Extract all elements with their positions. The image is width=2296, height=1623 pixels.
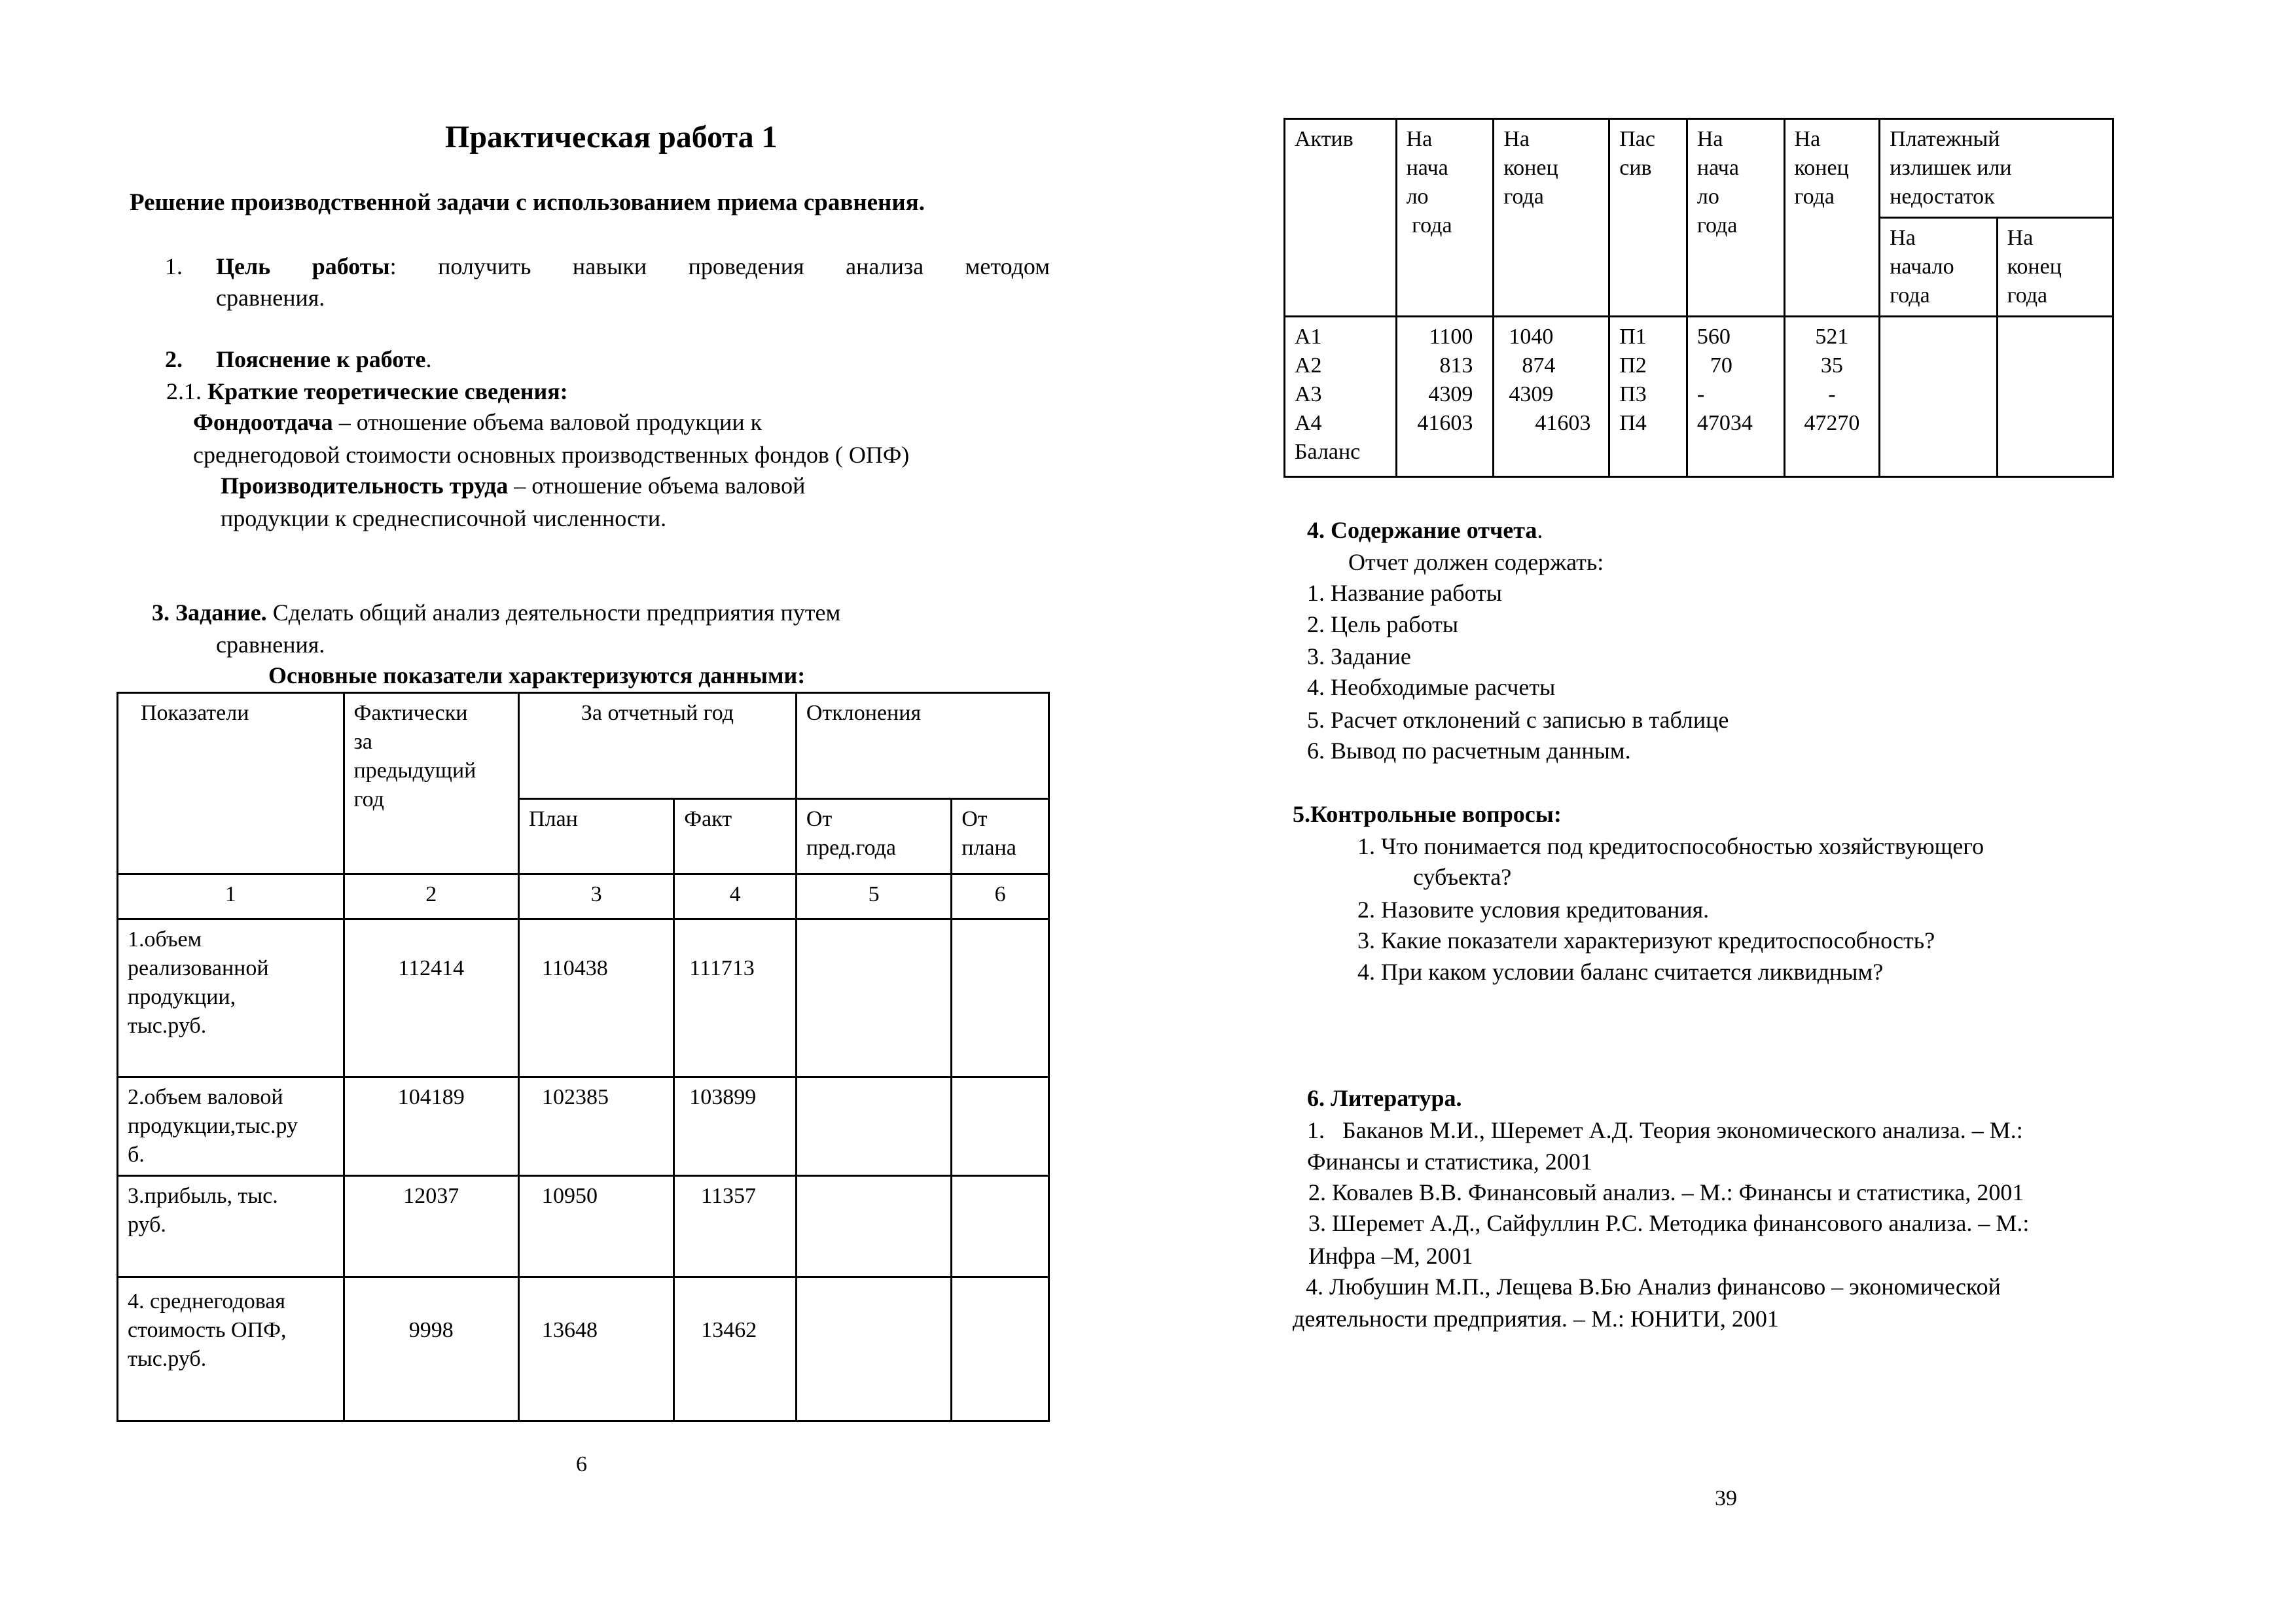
- question-item: 1. Что понимается под кредитоспособностью хозяйствующего: [1357, 833, 1984, 859]
- report-item: 3. Задание: [1307, 643, 1411, 669]
- row-name-line: б.: [128, 1143, 145, 1167]
- report-item: 5. Расчет отклонений с записью в таблице: [1307, 707, 1729, 733]
- row-name: [118, 1176, 344, 1277]
- header-text: плана: [961, 836, 1016, 860]
- surplus-end-cell[interactable]: [1997, 317, 2113, 477]
- value: 813: [1439, 353, 1473, 378]
- header-text: конец: [1503, 156, 1558, 180]
- dev-plan-cell[interactable]: [952, 1277, 1049, 1421]
- col-number: 3: [519, 874, 674, 919]
- header-l-start: [1687, 119, 1784, 317]
- col-number: 1: [118, 874, 344, 919]
- header-text: года: [1503, 185, 1544, 209]
- table-row: [118, 1077, 1049, 1176]
- value: 41603: [1417, 411, 1473, 435]
- liability-label: П4: [1619, 411, 1647, 435]
- report-intro: Отчет должен содержать:: [1348, 549, 1604, 575]
- value: 47270: [1804, 411, 1860, 435]
- prev-value: 104189: [344, 1077, 519, 1176]
- fondo-text: – отношение объема валовой продукции к: [332, 409, 762, 435]
- report-item: 2. Цель работы: [1307, 611, 1459, 637]
- value: 874: [1522, 353, 1556, 378]
- surplus-start-cell[interactable]: [1880, 317, 1997, 477]
- row-name-line: стоимость ОПФ,: [128, 1318, 287, 1342]
- l-end-cell: [1784, 317, 1880, 477]
- balance-data-row: [1285, 317, 2113, 477]
- header-text: Фактически: [353, 701, 468, 725]
- header-text: На: [1890, 226, 1916, 250]
- asset-label: А4: [1295, 411, 1322, 435]
- prev-value: 12037: [344, 1176, 519, 1277]
- literature-line: 4. Любушин М.П., Лещева В.Бю Анализ финансово – экономической: [1306, 1274, 2001, 1300]
- row-name-line: продукции,: [128, 985, 236, 1009]
- header-text: конец: [1794, 156, 1849, 180]
- header-indicators: Показатели: [118, 693, 344, 874]
- row-name-line: 4. среднегодовая: [128, 1289, 286, 1313]
- plan-value: 110438: [519, 919, 674, 1077]
- plan-value: 102385: [519, 1077, 674, 1176]
- report-heading-tail: .: [1537, 517, 1543, 543]
- header-text: года: [1406, 213, 1452, 238]
- dev-prev-cell[interactable]: [796, 1277, 951, 1421]
- fact-value: 11357: [674, 1176, 797, 1277]
- literature-line: деятельности предприятия. – М.: ЮНИТИ, 2001: [1293, 1306, 1779, 1332]
- fact-value: 13462: [674, 1277, 797, 1421]
- header-text: пред.года: [806, 836, 897, 860]
- task-text: Сделать общий анализ деятельности предприятия путем: [266, 599, 841, 626]
- row-name: [118, 1077, 344, 1176]
- col-number: 2: [344, 874, 519, 919]
- labor-text: – отношение объема валовой: [508, 473, 806, 499]
- page-title: Практическая работа 1: [445, 120, 778, 154]
- liability-label: П2: [1619, 353, 1647, 378]
- balance-table: [1283, 118, 2114, 478]
- dev-prev-cell[interactable]: [796, 919, 951, 1077]
- value: 41603: [1535, 411, 1591, 435]
- question-item: 3. Какие показатели характеризуют кредитоспособность?: [1357, 927, 1935, 954]
- assets-cell: [1285, 317, 1397, 477]
- header-text: ло: [1406, 185, 1429, 209]
- header-text: начало: [1890, 255, 1954, 279]
- a-end-cell: [1494, 317, 1609, 477]
- goal-text-2: сравнения.: [216, 285, 325, 311]
- header-text: От: [806, 807, 833, 831]
- page-number-right: 39: [1715, 1486, 1737, 1510]
- table-row: [118, 1176, 1049, 1277]
- header-from-plan: [952, 799, 1049, 874]
- fact-value: 103899: [674, 1077, 797, 1176]
- header-fact: Факт: [674, 799, 797, 874]
- fact-value: 111713: [674, 919, 797, 1077]
- header-text: года: [2007, 283, 2048, 308]
- literature-line: 1. Баканов М.И., Шеремет А.Д. Теория экономического анализа. – М.:: [1307, 1117, 2023, 1143]
- goal-label: Цель работы: [216, 253, 390, 279]
- header-s-end: [1997, 218, 2113, 317]
- header-text: ло: [1696, 185, 1719, 209]
- row-name-line: 3.прибыль, тыс.: [128, 1184, 278, 1208]
- header-text: излишек или: [1890, 156, 2012, 180]
- task-text-2: сравнения.: [216, 632, 325, 658]
- report-item: 4. Необходимые расчеты: [1307, 674, 1556, 700]
- col-number: 6: [952, 874, 1049, 919]
- header-text: На: [1794, 127, 1821, 151]
- header-asset: Актив: [1285, 119, 1397, 317]
- value: 70: [1710, 353, 1732, 378]
- header-text: года: [1890, 283, 1930, 308]
- row-name-line: реализованной: [128, 956, 269, 980]
- dev-prev-cell[interactable]: [796, 1077, 951, 1176]
- value: 521: [1815, 325, 1849, 349]
- asset-label: А1: [1295, 325, 1322, 349]
- table-row: [118, 1277, 1049, 1421]
- table-caption: Основные показатели характеризуются данными:: [268, 662, 806, 688]
- prev-value: 112414: [344, 919, 519, 1077]
- report-heading: [1307, 514, 1543, 546]
- literature-heading: 6. Литература.: [1307, 1085, 1462, 1111]
- plan-value: 13648: [519, 1277, 674, 1421]
- dev-prev-cell[interactable]: [796, 1176, 951, 1277]
- header-text: От: [961, 807, 988, 831]
- page-subtitle: Решение производственной задачи с использованием приема сравнения.: [130, 189, 925, 216]
- header-text: сив: [1619, 156, 1652, 180]
- value: 560: [1696, 325, 1731, 349]
- dev-plan-cell[interactable]: [952, 1077, 1049, 1176]
- row-name-line: 2.объем валовой: [128, 1085, 283, 1109]
- liability-label: П3: [1619, 382, 1647, 406]
- value: 1040: [1509, 325, 1554, 349]
- value: 4309: [1428, 382, 1473, 406]
- value: 35: [1820, 353, 1843, 378]
- table-row: [118, 919, 1049, 1077]
- a-start-cell: [1396, 317, 1494, 477]
- value: 1100: [1429, 325, 1473, 349]
- theory-label: Краткие теоретические сведения:: [207, 378, 568, 404]
- l-start-cell: [1687, 317, 1784, 477]
- row-name-line: тыс.руб.: [128, 1347, 207, 1371]
- question-item: субъекта?: [1413, 864, 1512, 890]
- question-item: 2. Назовите условия кредитования.: [1357, 897, 1710, 923]
- value: -: [1828, 382, 1836, 406]
- header-text: На: [1696, 127, 1723, 151]
- row-name-line: 1.объем: [128, 927, 202, 952]
- report-item: 6. Вывод по расчетным данным.: [1307, 738, 1631, 764]
- goal-number: 1.: [165, 253, 183, 279]
- header-a-end: [1494, 119, 1609, 317]
- header-text: года: [1794, 185, 1835, 209]
- fondo-term: Фондоотдача: [193, 409, 333, 435]
- asset-label: А3: [1295, 382, 1322, 406]
- task-label: 3. Задание.: [152, 599, 267, 626]
- header-prev-fact: [344, 693, 519, 874]
- header-text: предыдущий: [353, 758, 476, 783]
- column-numbers-row: [118, 874, 1049, 919]
- labor-line: [221, 470, 805, 501]
- literature-line: Финансы и статистика, 2001: [1307, 1149, 1592, 1175]
- header-s-start: [1880, 218, 1997, 317]
- row-name: [118, 919, 344, 1077]
- col-number: 5: [796, 874, 951, 919]
- fondo-line: [193, 406, 762, 438]
- row-name: [118, 1277, 344, 1421]
- questions-heading: 5.Контрольные вопросы:: [1293, 801, 1562, 827]
- literature-line: 2. Ковалев В.В. Финансовый анализ. – М.: Финансы и статистика, 2001: [1308, 1179, 2024, 1205]
- liability-label: П1: [1619, 325, 1647, 349]
- literature-line: Инфра –М, 2001: [1308, 1243, 1473, 1269]
- explain-tail: .: [425, 346, 432, 372]
- question-item: 4. При каком условии баланс считается ликвидным?: [1357, 959, 1884, 985]
- prev-value: 9998: [344, 1277, 519, 1421]
- col-number: 4: [674, 874, 797, 919]
- value: 47034: [1696, 411, 1753, 435]
- dev-plan-cell[interactable]: [952, 1176, 1049, 1277]
- labor-text-2: продукции к среднесписочной численности.: [221, 505, 667, 531]
- value: -: [1696, 382, 1705, 406]
- page-number-left: 6: [576, 1452, 587, 1476]
- task-line: [152, 597, 840, 628]
- row-name-line: продукции,тыс.ру: [128, 1114, 298, 1138]
- explain-number: 2.: [165, 346, 183, 372]
- header-deviations: Отклонения: [796, 693, 1049, 799]
- header-from-prev: [796, 799, 951, 874]
- row-name-line: тыс.руб.: [128, 1014, 207, 1038]
- header-text: Платежный: [1890, 127, 2000, 151]
- literature-line: 3. Шеремет А.Д., Сайфуллин Р.С. Методика финансового анализа. – М.:: [1308, 1210, 2030, 1236]
- theory-number: 2.1.: [166, 378, 202, 404]
- header-report-year: За отчетный год: [519, 693, 797, 799]
- header-a-start: [1396, 119, 1494, 317]
- header-text: нача: [1406, 156, 1448, 180]
- asset-label: А2: [1295, 353, 1322, 378]
- indicators-table: [117, 692, 1050, 1422]
- header-surplus: [1880, 119, 2113, 218]
- header-text: года: [1696, 213, 1738, 238]
- dev-plan-cell[interactable]: [952, 919, 1049, 1077]
- explain-line: [216, 344, 431, 375]
- goal-line: [216, 251, 1050, 282]
- header-text: за: [353, 730, 373, 754]
- plan-value: 10950: [519, 1176, 674, 1277]
- liabilities-cell: [1609, 317, 1687, 477]
- header-text: На: [1406, 127, 1433, 151]
- header-l-end: [1784, 119, 1880, 317]
- asset-label: Баланс: [1295, 440, 1361, 464]
- header-text: конец: [2007, 255, 2062, 279]
- explain-label: Пояснение к работе: [216, 346, 426, 372]
- report-item: 1. Название работы: [1307, 580, 1502, 606]
- theory-line: [166, 376, 568, 407]
- header-text: нача: [1696, 156, 1739, 180]
- header-plan: План: [519, 799, 674, 874]
- header-text: На: [2007, 226, 2034, 250]
- row-name-line: руб.: [128, 1213, 166, 1237]
- header-text: Пас: [1619, 127, 1655, 151]
- report-heading-text: 4. Содержание отчета: [1307, 517, 1537, 543]
- header-text: На: [1503, 127, 1530, 151]
- goal-text: : получить навыки проведения анализа методом: [389, 253, 1050, 279]
- header-text: год: [353, 787, 384, 812]
- header-text: недостаток: [1890, 185, 1995, 209]
- fondo-text-2: среднегодовой стоимости основных производственных фондов ( ОПФ): [193, 442, 910, 468]
- labor-term: Производительность труда: [221, 473, 509, 499]
- header-liability: [1609, 119, 1687, 317]
- value: 4309: [1509, 382, 1554, 406]
